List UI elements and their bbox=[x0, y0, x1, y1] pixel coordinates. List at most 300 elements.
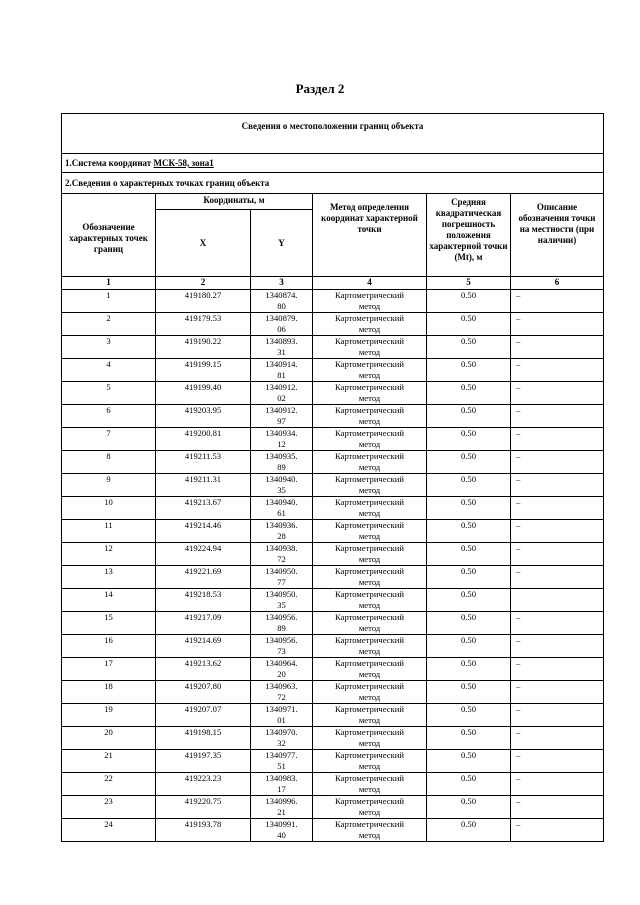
method-text: метод bbox=[358, 829, 381, 840]
error-value-text: 0.50 bbox=[460, 336, 477, 346]
method-text: метод bbox=[358, 369, 381, 380]
column-number: 1 bbox=[62, 277, 156, 290]
point-number-text: 24 bbox=[104, 819, 113, 829]
column-number: 2 bbox=[156, 277, 251, 290]
point-description-text: – bbox=[516, 451, 521, 461]
point-description bbox=[511, 704, 604, 727]
point-number bbox=[62, 635, 156, 658]
coord-y-text: 06 bbox=[277, 323, 286, 334]
coord-y-text: 40 bbox=[277, 829, 286, 840]
coord-y-text: 1340893. bbox=[265, 336, 298, 346]
coord-y-text: 1340950. bbox=[265, 589, 298, 599]
coord-x-text: 419180.27 bbox=[184, 290, 222, 300]
coordinate-system-value: МСК-58, зона1 bbox=[153, 157, 214, 168]
error-value bbox=[427, 405, 511, 428]
point-description bbox=[511, 589, 604, 612]
error-value-text: 0.50 bbox=[460, 796, 477, 806]
coord-y-text: 89 bbox=[277, 461, 286, 472]
coord-x-text: 419214.46 bbox=[184, 520, 222, 530]
point-description-text: – bbox=[516, 428, 521, 438]
point-description-text: – bbox=[516, 543, 521, 553]
point-description bbox=[511, 635, 604, 658]
table-row bbox=[62, 589, 604, 612]
method-text: метод bbox=[358, 576, 381, 587]
point-number-text: 15 bbox=[104, 612, 113, 622]
point-number bbox=[62, 727, 156, 750]
point-number bbox=[62, 589, 156, 612]
coord-x bbox=[156, 359, 251, 382]
coord-x bbox=[156, 497, 251, 520]
error-value-text: 0.50 bbox=[460, 589, 477, 599]
table-row bbox=[62, 497, 604, 520]
coord-x-text: 419224.94 bbox=[184, 543, 222, 553]
point-description bbox=[511, 313, 604, 336]
error-value bbox=[427, 382, 511, 405]
coord-y-text: 1340940. bbox=[265, 497, 298, 507]
coord-x bbox=[156, 474, 251, 497]
method bbox=[313, 589, 427, 612]
method-text: метод bbox=[358, 668, 381, 679]
coord-y bbox=[251, 543, 313, 566]
error-value bbox=[427, 727, 511, 750]
coord-y-text: 1340996. bbox=[265, 796, 298, 806]
table-row bbox=[62, 681, 604, 704]
point-number bbox=[62, 658, 156, 681]
method-text: Картометрический bbox=[335, 474, 404, 484]
coord-y bbox=[251, 750, 313, 773]
point-description-text: – bbox=[516, 497, 521, 507]
header-x: X bbox=[156, 210, 251, 277]
error-value-text: 0.50 bbox=[460, 497, 477, 507]
error-value bbox=[427, 359, 511, 382]
coord-x-text: 419200.81 bbox=[184, 428, 222, 438]
coord-y bbox=[251, 382, 313, 405]
coord-y-text: 21 bbox=[277, 806, 286, 817]
point-description-text: – bbox=[516, 474, 521, 484]
point-number bbox=[62, 796, 156, 819]
coord-y-text: 1340970. bbox=[265, 727, 298, 737]
coord-y bbox=[251, 566, 313, 589]
coord-x bbox=[156, 658, 251, 681]
coord-x bbox=[156, 589, 251, 612]
method-text: метод bbox=[358, 438, 381, 449]
point-number-text: 11 bbox=[104, 520, 113, 530]
coord-y-text: 32 bbox=[277, 737, 286, 748]
error-value-text: 0.50 bbox=[460, 658, 477, 668]
coord-y bbox=[251, 635, 313, 658]
coord-x-text: 419218.53 bbox=[184, 589, 222, 599]
point-number bbox=[62, 474, 156, 497]
coord-y bbox=[251, 819, 313, 842]
coord-y bbox=[251, 290, 313, 313]
error-value-text: 0.50 bbox=[460, 566, 477, 576]
coord-x bbox=[156, 704, 251, 727]
error-value-text: 0.50 bbox=[460, 405, 477, 415]
point-number bbox=[62, 819, 156, 842]
method-text: метод bbox=[358, 691, 381, 702]
point-number-text: 18 bbox=[104, 681, 113, 691]
point-number-text: 7 bbox=[106, 428, 111, 438]
error-value-text: 0.50 bbox=[460, 290, 477, 300]
method bbox=[313, 405, 427, 428]
points-section-title: 2.Сведения о характерных точках границ объекта bbox=[62, 173, 604, 194]
method-text: метод bbox=[358, 622, 381, 633]
column-number: 4 bbox=[313, 277, 427, 290]
method-text: Картометрический bbox=[335, 773, 404, 783]
error-value bbox=[427, 612, 511, 635]
point-number bbox=[62, 497, 156, 520]
table-row bbox=[62, 750, 604, 773]
error-value-text: 0.50 bbox=[460, 704, 477, 714]
error-value-text: 0.50 bbox=[460, 543, 477, 553]
error-value-text: 0.50 bbox=[460, 520, 477, 530]
coord-y-text: 17 bbox=[277, 783, 286, 794]
coord-y-text: 35 bbox=[277, 484, 286, 495]
error-value-text: 0.50 bbox=[460, 451, 477, 461]
error-value bbox=[427, 290, 511, 313]
coord-y-text: 35 bbox=[277, 599, 286, 610]
error-value bbox=[427, 313, 511, 336]
method-text: метод bbox=[358, 415, 381, 426]
coord-y bbox=[251, 727, 313, 750]
coord-y bbox=[251, 589, 313, 612]
method-text: Картометрический bbox=[335, 819, 404, 829]
method-text: Картометрический bbox=[335, 451, 404, 461]
point-number-text: 22 bbox=[104, 773, 113, 783]
point-description-text: – bbox=[516, 658, 521, 668]
error-value-text: 0.50 bbox=[460, 819, 477, 829]
method-text: Картометрический bbox=[335, 336, 404, 346]
coord-y-text: 72 bbox=[277, 691, 286, 702]
point-number bbox=[62, 566, 156, 589]
column-numbers-row bbox=[62, 277, 604, 290]
coord-y bbox=[251, 474, 313, 497]
point-description-text: – bbox=[516, 635, 521, 645]
coord-y-text: 72 bbox=[277, 553, 286, 564]
method-text: метод bbox=[358, 599, 381, 610]
coord-y-text: 28 bbox=[277, 530, 286, 541]
point-description bbox=[511, 612, 604, 635]
point-description-text: – bbox=[516, 796, 521, 806]
error-value bbox=[427, 750, 511, 773]
method bbox=[313, 635, 427, 658]
method-text: Картометрический bbox=[335, 520, 404, 530]
coord-y-text: 73 bbox=[277, 645, 286, 656]
point-number bbox=[62, 359, 156, 382]
coord-y-text: 1340879. bbox=[265, 313, 298, 323]
method bbox=[313, 773, 427, 796]
method-text: метод bbox=[358, 507, 381, 518]
error-value bbox=[427, 543, 511, 566]
point-description-text: – bbox=[516, 336, 521, 346]
header-error: Средняя квадратическая погрешность положения характерной точки (Mt), м bbox=[427, 194, 511, 277]
method-text: Картометрический bbox=[335, 589, 404, 599]
coord-y bbox=[251, 658, 313, 681]
method-text: Картометрический bbox=[335, 382, 404, 392]
error-value-text: 0.50 bbox=[460, 474, 477, 484]
method-text: метод bbox=[358, 484, 381, 495]
coord-x bbox=[156, 681, 251, 704]
method bbox=[313, 313, 427, 336]
coord-y bbox=[251, 313, 313, 336]
point-description bbox=[511, 290, 604, 313]
method-text: метод bbox=[358, 392, 381, 403]
point-number-text: 8 bbox=[106, 451, 111, 461]
coord-y bbox=[251, 773, 313, 796]
table-row bbox=[62, 819, 604, 842]
point-description bbox=[511, 382, 604, 405]
method bbox=[313, 727, 427, 750]
point-description bbox=[511, 474, 604, 497]
method-text: Картометрический bbox=[335, 635, 404, 645]
error-value bbox=[427, 704, 511, 727]
point-number bbox=[62, 336, 156, 359]
coord-x-text: 419213.67 bbox=[184, 497, 222, 507]
method bbox=[313, 497, 427, 520]
coord-x-text: 419211.53 bbox=[184, 451, 222, 461]
method bbox=[313, 290, 427, 313]
method-text: Картометрический bbox=[335, 658, 404, 668]
column-number: 5 bbox=[427, 277, 511, 290]
method-text: метод bbox=[358, 783, 381, 794]
coord-x bbox=[156, 336, 251, 359]
method-text: Картометрический bbox=[335, 796, 404, 806]
coord-x bbox=[156, 819, 251, 842]
method-text: Картометрический bbox=[335, 704, 404, 714]
table-row bbox=[62, 658, 604, 681]
coord-x bbox=[156, 773, 251, 796]
coord-x bbox=[156, 543, 251, 566]
point-description bbox=[511, 681, 604, 704]
method bbox=[313, 681, 427, 704]
coord-x bbox=[156, 520, 251, 543]
point-description-text: – bbox=[516, 382, 521, 392]
coord-y bbox=[251, 428, 313, 451]
method-text: Картометрический bbox=[335, 727, 404, 737]
coord-x bbox=[156, 290, 251, 313]
table-row bbox=[62, 428, 604, 451]
method bbox=[313, 382, 427, 405]
coordinate-system-label: 1.Система координат bbox=[65, 157, 154, 168]
method bbox=[313, 543, 427, 566]
point-description bbox=[511, 497, 604, 520]
method-text: Картометрический bbox=[335, 566, 404, 576]
table-row bbox=[62, 474, 604, 497]
point-description bbox=[511, 336, 604, 359]
point-description-text: – bbox=[516, 405, 521, 415]
header-y: Y bbox=[251, 210, 313, 277]
method-text: Картометрический bbox=[335, 313, 404, 323]
coord-x-text: 419211.31 bbox=[184, 474, 222, 484]
error-value bbox=[427, 474, 511, 497]
coord-y bbox=[251, 359, 313, 382]
point-number-text: 12 bbox=[104, 543, 113, 553]
coord-x-text: 419207.07 bbox=[184, 704, 222, 714]
coord-x-text: 419190.22 bbox=[184, 336, 222, 346]
error-value-text: 0.50 bbox=[460, 428, 477, 438]
error-value-text: 0.50 bbox=[460, 382, 477, 392]
point-description-text: – bbox=[516, 313, 521, 323]
coord-y-text: 12 bbox=[277, 438, 286, 449]
header-description: Описание обозначения точки на местности (при наличии) bbox=[511, 194, 604, 277]
error-value bbox=[427, 566, 511, 589]
table-row bbox=[62, 704, 604, 727]
coord-x bbox=[156, 635, 251, 658]
point-number-text: 10 bbox=[104, 497, 113, 507]
table-row bbox=[62, 543, 604, 566]
error-value bbox=[427, 796, 511, 819]
coord-x bbox=[156, 612, 251, 635]
point-description bbox=[511, 451, 604, 474]
point-number-text: 19 bbox=[104, 704, 113, 714]
coord-y-text: 1340940. bbox=[265, 474, 298, 484]
coord-y-text: 1340956. bbox=[265, 612, 298, 622]
coord-y-text: 1340914. bbox=[265, 359, 298, 369]
point-number-text: 16 bbox=[104, 635, 113, 645]
method-text: метод bbox=[358, 323, 381, 334]
method bbox=[313, 612, 427, 635]
point-number bbox=[62, 750, 156, 773]
error-value-text: 0.50 bbox=[460, 681, 477, 691]
coord-y-text: 1340912. bbox=[265, 405, 298, 415]
method bbox=[313, 520, 427, 543]
method-text: Картометрический bbox=[335, 681, 404, 691]
error-value bbox=[427, 773, 511, 796]
coord-x bbox=[156, 796, 251, 819]
method-text: Картометрический bbox=[335, 497, 404, 507]
error-value bbox=[427, 635, 511, 658]
error-value bbox=[427, 428, 511, 451]
table-title: Сведения о местоположении границ объекта bbox=[241, 121, 424, 131]
coord-x-text: 419214.69 bbox=[184, 635, 222, 645]
coord-y-text: 77 bbox=[277, 576, 286, 587]
coord-x bbox=[156, 451, 251, 474]
point-description bbox=[511, 543, 604, 566]
error-value-text: 0.50 bbox=[460, 359, 477, 369]
coord-x bbox=[156, 750, 251, 773]
error-value bbox=[427, 658, 511, 681]
error-value-text: 0.50 bbox=[460, 612, 477, 622]
method-text: Картометрический bbox=[335, 612, 404, 622]
coord-y-text: 1340956. bbox=[265, 635, 298, 645]
error-value bbox=[427, 819, 511, 842]
coord-y bbox=[251, 336, 313, 359]
header-coordinates: Координаты, м bbox=[156, 194, 313, 210]
coord-x-text: 419217.09 bbox=[184, 612, 222, 622]
point-number bbox=[62, 428, 156, 451]
table-row bbox=[62, 290, 604, 313]
method bbox=[313, 819, 427, 842]
coord-y-text: 20 bbox=[277, 668, 286, 679]
point-number-text: 9 bbox=[106, 474, 111, 484]
table-row bbox=[62, 336, 604, 359]
method-text: Картометрический bbox=[335, 359, 404, 369]
method-text: Картометрический bbox=[335, 750, 404, 760]
method-text: Картометрический bbox=[335, 290, 404, 300]
method-text: метод bbox=[358, 737, 381, 748]
error-value-text: 0.50 bbox=[460, 750, 477, 760]
coord-y-text: 1340971. bbox=[265, 704, 298, 714]
coord-y bbox=[251, 405, 313, 428]
point-number-text: 17 bbox=[104, 658, 113, 668]
coordinate-system-row bbox=[62, 154, 604, 173]
method bbox=[313, 658, 427, 681]
point-description bbox=[511, 520, 604, 543]
point-number bbox=[62, 382, 156, 405]
point-description bbox=[511, 819, 604, 842]
coord-y bbox=[251, 796, 313, 819]
point-number-text: 20 bbox=[104, 727, 113, 737]
point-description bbox=[511, 773, 604, 796]
method-text: метод bbox=[358, 645, 381, 656]
coord-x-text: 419199.40 bbox=[184, 382, 222, 392]
point-number bbox=[62, 773, 156, 796]
point-number-text: 23 bbox=[104, 796, 113, 806]
header-method: Метод определения координат характерной точки bbox=[313, 194, 427, 277]
header-designation: Обозначение характерных точек границ bbox=[62, 194, 156, 277]
point-description bbox=[511, 658, 604, 681]
error-value-text: 0.50 bbox=[460, 727, 477, 737]
coord-y-text: 81 bbox=[277, 369, 286, 380]
table-row bbox=[62, 773, 604, 796]
table-row bbox=[62, 359, 604, 382]
point-description bbox=[511, 428, 604, 451]
coord-x-text: 419198.15 bbox=[184, 727, 222, 737]
coord-y-text: 61 bbox=[277, 507, 286, 518]
point-description bbox=[511, 359, 604, 382]
point-description-text: – bbox=[516, 612, 521, 622]
point-description-text: – bbox=[516, 520, 521, 530]
point-number bbox=[62, 520, 156, 543]
point-description-text: – bbox=[516, 704, 521, 714]
point-description-text: – bbox=[516, 359, 521, 369]
coord-y bbox=[251, 520, 313, 543]
method-text: Картометрический bbox=[335, 428, 404, 438]
point-description-text: – bbox=[516, 773, 521, 783]
point-number bbox=[62, 313, 156, 336]
method bbox=[313, 566, 427, 589]
method-text: Картометрический bbox=[335, 405, 404, 415]
coord-y-text: 1340935. bbox=[265, 451, 298, 461]
point-number bbox=[62, 543, 156, 566]
point-number-text: 13 bbox=[104, 566, 113, 576]
table-row bbox=[62, 451, 604, 474]
method bbox=[313, 474, 427, 497]
method-text: метод bbox=[358, 346, 381, 357]
error-value bbox=[427, 497, 511, 520]
coord-x bbox=[156, 566, 251, 589]
point-description-text: – bbox=[516, 727, 521, 737]
column-number: 3 bbox=[251, 277, 313, 290]
coord-y-text: 1340991. bbox=[265, 819, 298, 829]
coord-x-text: 419207.80 bbox=[184, 681, 222, 691]
point-description bbox=[511, 405, 604, 428]
table-row bbox=[62, 635, 604, 658]
coord-x-text: 419220.75 bbox=[184, 796, 222, 806]
table-row bbox=[62, 727, 604, 750]
coord-x-text: 419197.35 bbox=[184, 750, 222, 760]
table-row bbox=[62, 405, 604, 428]
point-number bbox=[62, 451, 156, 474]
point-number bbox=[62, 612, 156, 635]
point-description-text: – bbox=[516, 819, 521, 829]
coord-y-text: 1340963. bbox=[265, 681, 298, 691]
table-row bbox=[62, 566, 604, 589]
point-description bbox=[511, 566, 604, 589]
method-text: метод bbox=[358, 714, 381, 725]
coord-y-text: 02 bbox=[277, 392, 286, 403]
point-number-text: 1 bbox=[106, 290, 111, 300]
